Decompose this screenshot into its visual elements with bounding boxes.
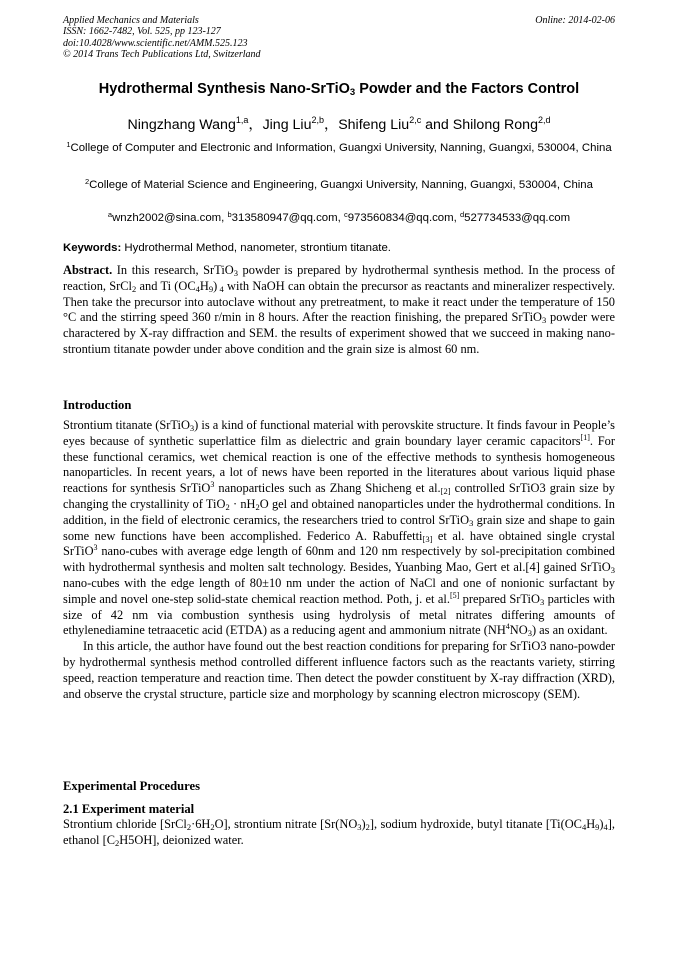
text-run: H — [199, 278, 209, 293]
text-run: with NaOH can obtain the precursor as reactants and mineralizer respectively. Then take the precursor into autoclave without any pretreatment, to make it react under the temperature of 150 °C and the stirring speed 360 r/min in 8 hours. After the reaction finishing, the prepared SrTiO — [63, 278, 615, 325]
keywords-label: Keywords: — [63, 242, 122, 254]
experimental-heading: Experimental Procedures — [63, 779, 200, 793]
email-sup: a — [107, 210, 113, 219]
text-run: NO — [509, 623, 528, 638]
subscript: 3 — [542, 315, 547, 326]
text-run: [4] — [525, 560, 540, 575]
text-run: ], ethanol [C — [63, 817, 616, 847]
subscript: 9 — [595, 822, 600, 832]
subscript: 2 — [255, 501, 260, 512]
paper-title — [63, 80, 615, 98]
affiliation-text: College of Computer and Electronic and Information, Guangxi University, Nanning, Guangxi, 530004, China — [70, 142, 612, 154]
abstract-label: Abstract. — [63, 263, 113, 277]
subscript: 4 — [195, 283, 200, 294]
text-run: 5 — [128, 832, 135, 847]
author-separator: ， — [248, 117, 263, 133]
text-run: . For these functional ceramics, wet chemical reaction is one of the effective methods to synthesis homogeneous nanoparticles. In recent years, a lot of news have been reported in the literatures about various liquid phase reactions for synthesis SrTiO — [63, 433, 615, 496]
introduction-paragraph-1 — [63, 418, 615, 639]
citation-ref: 4 — [505, 622, 510, 632]
email-sup: d — [459, 210, 465, 219]
subscript: 4 — [581, 822, 587, 832]
citation-ref: 3 — [210, 480, 215, 490]
email-list — [63, 211, 615, 226]
text-run: powder is prepared by hydrothermal synthesis method. In the process of reaction, SrCl — [63, 263, 615, 293]
journal-copyright: © 2014 Trans Tech Publications Ltd, Switzerland — [63, 48, 261, 60]
introduction-body — [63, 418, 615, 702]
author-affil-sup: 2,d — [537, 115, 551, 125]
abstract-text — [63, 263, 615, 356]
author-list — [63, 116, 615, 134]
text-run: In this research, SrTiO — [112, 263, 234, 277]
journal-header — [63, 15, 615, 60]
subscript: 9 — [208, 283, 214, 294]
citation-ref: [5] — [449, 590, 460, 600]
journal-issn: ISSN: 1662-7482, Vol. 525, pp 123-127 — [63, 26, 221, 38]
journal-doi: doi:10.4028/www.scientific.net/AMM.525.123 — [63, 37, 248, 49]
email-sup: b — [227, 210, 232, 219]
text-run: · nH — [229, 496, 256, 511]
text-run: ·6H — [191, 817, 211, 831]
subscript: 4 — [217, 283, 224, 294]
text-run: H — [119, 832, 129, 847]
affiliation-text: College of Material Science and Engineering, Guangxi University, Nanning, Guangxi, 530004, China — [89, 179, 593, 191]
text-run: ) — [599, 817, 604, 831]
text-run: OH], deionized water. — [134, 832, 244, 847]
text-run: nano-cubes with the edge length of 80±10 nm under the action of NaCl and one of nonionic surfactant by simple and novel one-step solid-state chemical reaction method. Poth, j. et al. — [63, 575, 615, 606]
journal-name: Applied Mechanics and Materials — [63, 15, 199, 26]
affiliation-1 — [63, 141, 615, 156]
author-name: Shifeng Liu — [338, 117, 410, 133]
subscript: 3 — [233, 268, 238, 278]
email-separator: , — [221, 212, 228, 224]
experiment-material-body — [63, 817, 615, 849]
title-text: Hydrothermal Synthesis Nano-SrTiO — [98, 81, 350, 97]
email-separator: , — [453, 212, 460, 224]
introduction-heading: Introduction — [63, 398, 132, 412]
subscript: 2 — [114, 837, 120, 848]
citation-ref: [1] — [580, 432, 590, 442]
text-run: 3 — [539, 481, 546, 496]
keywords — [63, 241, 615, 256]
author-name: Jing Liu — [262, 117, 312, 133]
subscript: 3 — [189, 423, 195, 433]
text-run: Strontium titanate (SrTiO — [63, 418, 190, 432]
keywords-text: Hydrothermal Method, nanometer, strontium titanate. — [121, 242, 391, 254]
text-run: O], strontium nitrate [Sr(NO — [214, 817, 358, 831]
author-name: Shilong Rong — [452, 117, 538, 133]
text-run: ) — [361, 817, 366, 831]
text-run: nanoparticles such as Zhang Shicheng et al. — [214, 481, 441, 496]
text-run: et al. have obtained single crystal SrTiO — [63, 528, 616, 559]
citation-ref: 3 — [93, 543, 98, 553]
text-run: ], sodium hydroxide, butyl titanate [Ti(OC — [369, 817, 582, 831]
online-date: Online: 2014-02-06 — [535, 15, 615, 26]
text-run: grain size by changing the crystallinity of TiO — [63, 481, 615, 511]
title-text-end: Powder and the Factors Control — [355, 81, 580, 97]
affiliation-sup: 1 — [66, 140, 71, 149]
subscript: [3] — [422, 533, 433, 544]
text-run: ) is a kind of functional material with perovskite structure. It finds favour in People’s eyes because of synthetic superlattice film as dielectric and grain boundary layer ceramic capacitors — [63, 418, 615, 448]
text-run: H — [586, 817, 596, 831]
email-link[interactable]: 527734533@qq.com — [464, 212, 571, 224]
subscript: 3 — [539, 596, 545, 607]
subscript: 3 — [527, 628, 532, 639]
text-run: and Ti (OC — [136, 278, 196, 293]
author-separator: ， — [323, 117, 339, 133]
text-run: grain size and shape to gain some new functions have been accomplished. Federico A. Rabuffetti — [63, 512, 616, 543]
email-separator: , — [337, 212, 344, 224]
subscript: 3 — [610, 565, 616, 576]
email-link[interactable]: 313580947@qq.com — [231, 212, 338, 224]
text-run: particles with size of 42 nm via combustion synthesis using hydrolysis of metal nitrates differing amounts of ethylenediamine tetraacetic acid (ETDA) as a reducing agent and ammonium nitrate (NH — [63, 591, 615, 638]
subscript: 2 — [210, 822, 215, 832]
affiliation-2 — [63, 178, 615, 193]
text-run: nano-cubes with average edge length of 60nm and 120 nm respectively by sol-precipitation combined with hydrothermal synthesis and molten salt technology. Besides, Yuanbing Mao, Gert et al. — [63, 544, 615, 575]
email-link[interactable]: 973560834@qq.com — [347, 212, 454, 224]
email-link[interactable]: wnzh2002@sina.com — [112, 212, 222, 224]
text-run: powder were charactered by X-ray diffraction and SEM. the results of experiment showed that we succeed in making nano-strontium titanate powder under above condition and the grain size is almost 60 nm. — [63, 310, 616, 356]
author-affil-sup: 2,b — [311, 115, 324, 125]
author-affil-sup: 1,a — [235, 115, 249, 125]
subscript: 3 — [357, 822, 362, 832]
abstract — [63, 263, 615, 358]
text-run: O gel and obtained nanoparticles under the hydrothermal conditions. In addition, in the field of electronic ceramics, the researchers tried to control SrTiO — [63, 496, 615, 527]
author-name: Ningzhang Wang — [127, 117, 236, 133]
subscript: 2 — [186, 822, 192, 832]
subscript: 4 — [603, 822, 608, 832]
subscript: 2 — [365, 822, 370, 832]
introduction-paragraph-2: In this article, the author have found out the best reaction conditions for preparing for SrTiO3 nano-powder by hydrothermal synthesis method controlled different influence factors such as the reactants variety, stirring speed, reaction temperature and reaction time. Then detect the powder constituent by X-ray diffraction (XRD), and observe the crystal structure, particle size and morphology by scanning electron microscopy (SEM). — [63, 639, 615, 701]
email-sup: c — [343, 210, 348, 219]
subscript: 2 — [132, 283, 137, 294]
subscript: 3 — [469, 517, 474, 528]
affiliation-sup: 2 — [85, 177, 90, 186]
author-affil-sup: 2,c — [409, 115, 422, 125]
text-run: prepared SrTiO — [459, 591, 540, 606]
text-run: ) as an oxidant. — [531, 623, 608, 638]
text-run: gained SrTiO — [539, 560, 611, 575]
text-run: Strontium chloride [SrCl — [63, 817, 187, 831]
title-subscript: 3 — [349, 87, 356, 98]
subscript: [2] — [440, 486, 451, 497]
text-run: controlled SrTiO — [450, 481, 540, 496]
text-run: ) — [213, 278, 218, 293]
subscript: 2 — [225, 501, 230, 512]
experiment-material-subheading: 2.1 Experiment material — [63, 802, 195, 816]
author-separator: and — [421, 117, 453, 133]
